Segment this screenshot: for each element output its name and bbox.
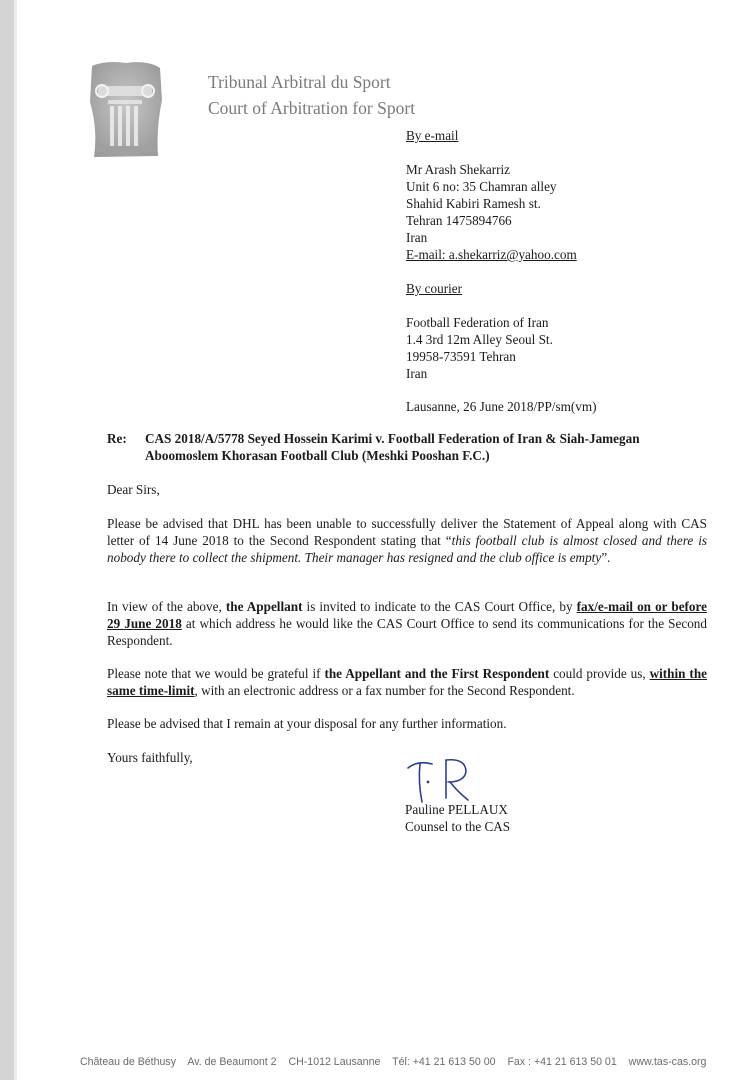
paragraph-1 <box>107 515 707 566</box>
subject-text <box>145 430 715 464</box>
appellant-address-line3: Tehran 1475894766 <box>406 213 512 228</box>
federation-address-line2: 19958-73591 Tehran <box>406 349 516 364</box>
footer-address2: Av. de Beaumont 2 <box>187 1056 277 1068</box>
scan-edge <box>0 0 14 1080</box>
p3-e: , with an electronic address or a fax number for the Second Respondent. <box>194 683 575 698</box>
cas-logo-icon <box>86 60 164 160</box>
p3-a: Please note that we would be grateful if <box>107 666 325 681</box>
p1-start: Please be advised that DHL has been unable to successfully deliver the Statement of Appeal along with CAS letter of 14 June 2018 to the Second Respondent stating that “ <box>107 516 707 548</box>
scan-edge-shadow <box>14 0 17 1080</box>
federation-address-line1: 1.4 3rd 12m Alley Seoul St. <box>406 332 553 347</box>
p2-deadline: fax/e-mail on or before 29 June 2018 <box>107 599 707 631</box>
by-email-label: By e-mail <box>406 128 459 143</box>
paragraph-3 <box>107 665 707 699</box>
appellant-email-link[interactable]: E-mail: a.shekarriz@yahoo.com <box>406 247 577 262</box>
p3-parties: the Appellant and the First Respondent <box>324 666 550 681</box>
place-date-reference: Lausanne, 26 June 2018/PP/sm(vm) <box>406 399 597 414</box>
signatory-title: Counsel to the CAS <box>405 819 511 834</box>
federation-name: Football Federation of Iran <box>406 315 549 330</box>
p2-c: is invited to indicate to the CAS Court Office, by <box>302 599 577 614</box>
p1-end: ”. <box>601 550 611 565</box>
footer-fax: Fax : +41 21 613 50 01 <box>507 1056 617 1068</box>
subject-line1: CAS 2018/A/5778 Seyed Hossein Karimi v. Football Federation of Iran & Siah-Jamegan <box>145 431 640 446</box>
subject-line2: Aboomoslem Khorasan Football Club (Meshki Pooshan F.C.) <box>145 448 490 463</box>
org-name-french: Tribunal Arbitral du Sport <box>208 72 391 92</box>
footer-tel: Tél: +41 21 613 50 00 <box>392 1056 496 1068</box>
p2-a: In view of the above, <box>107 599 226 614</box>
by-courier-label: By courier <box>406 281 463 296</box>
footer-address3: CH-1012 Lausanne <box>288 1056 381 1068</box>
appellant-address-line2: Shahid Kabiri Ramesh st. <box>406 196 541 211</box>
paragraph-2 <box>107 598 707 649</box>
federation-country: Iran <box>406 366 428 381</box>
footer-web: www.tas-cas.org <box>628 1056 707 1068</box>
p1-quote: this football club is almost closed and there is nobody there to collect the shipment. Their manager has resigned and the club office is empty <box>107 533 707 565</box>
footer-address1: Château de Béthusy <box>80 1056 177 1068</box>
letter-footer <box>80 1056 715 1068</box>
appellant-name: Mr Arash Shekarriz <box>406 162 511 177</box>
p2-e: at which address he would like the CAS Court Office to send its communications for the Second Respondent. <box>107 616 707 648</box>
salutation: Dear Sirs, <box>107 482 160 497</box>
subject-label: Re: <box>107 431 127 446</box>
closing: Yours faithfully, <box>107 750 193 765</box>
p3-c: could provide us, <box>549 666 650 681</box>
appellant-address-line1: Unit 6 no: 35 Chamran alley <box>406 179 557 194</box>
p2-appellant: the Appellant <box>225 599 303 614</box>
org-name-english: Court of Arbitration for Sport <box>208 98 416 118</box>
signatory-name: Pauline PELLAUX <box>405 802 508 817</box>
p3-time-limit: within the same time-limit <box>107 666 708 698</box>
appellant-country: Iran <box>406 230 428 245</box>
paragraph-4: Please be advised that I remain at your disposal for any further information. <box>107 716 507 731</box>
